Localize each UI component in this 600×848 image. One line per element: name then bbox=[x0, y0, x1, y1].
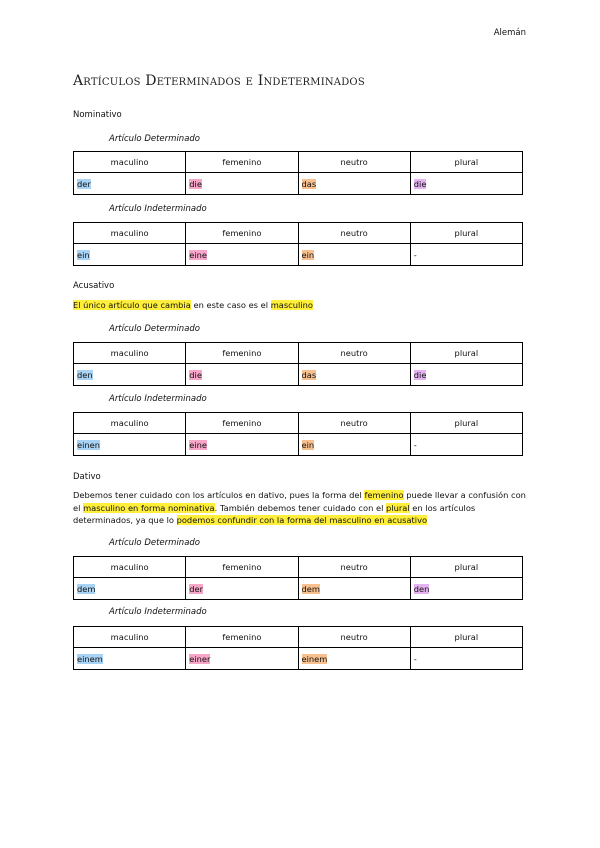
highlight: podemos confundir con la forma del masculino en acusativo bbox=[176, 515, 428, 525]
article-neuter: ein bbox=[301, 249, 315, 260]
column-header: maculino bbox=[74, 223, 186, 244]
table-cell bbox=[298, 648, 410, 670]
column-header: maculino bbox=[74, 343, 186, 364]
article-plural: - bbox=[413, 439, 417, 450]
note-text: puede llevar a confusión con el bbox=[73, 490, 526, 513]
column-header: neutro bbox=[298, 627, 410, 648]
table-header-row bbox=[74, 413, 523, 434]
table-cell bbox=[410, 648, 522, 670]
subtitle-acusativo-determinado: Artículo Determinado bbox=[109, 324, 200, 334]
table-cell bbox=[74, 244, 186, 266]
table-cell bbox=[186, 173, 298, 195]
article-feminine: eine bbox=[189, 249, 208, 260]
article-plural: - bbox=[413, 653, 417, 664]
article-masculine: einen bbox=[77, 439, 101, 450]
section-label-nominativo: Nominativo bbox=[73, 110, 122, 120]
subtitle-acusativo-indeterminado: Artículo Indeterminado bbox=[109, 394, 207, 404]
note-text: en los artículos determinados, ya que lo bbox=[73, 502, 476, 525]
article-plural: die bbox=[413, 369, 427, 380]
table-header-row bbox=[74, 557, 523, 578]
article-masculine: einem bbox=[77, 653, 103, 664]
table-cell bbox=[410, 434, 522, 456]
table-cell bbox=[186, 578, 298, 600]
column-header: neutro bbox=[298, 413, 410, 434]
subtitle-nominativo-indeterminado: Artículo Indeterminado bbox=[109, 204, 207, 214]
table-cell bbox=[298, 244, 410, 266]
table-cell bbox=[186, 244, 298, 266]
highlight: El único artículo que cambia bbox=[73, 300, 191, 310]
article-plural: die bbox=[413, 178, 427, 189]
article-feminine: der bbox=[189, 583, 204, 594]
acusativo-note bbox=[73, 299, 527, 312]
article-feminine: die bbox=[189, 178, 202, 189]
table-cell bbox=[74, 648, 186, 670]
table-nominativo-indeterminado bbox=[73, 222, 523, 266]
table-cell bbox=[74, 173, 186, 195]
article-feminine: eine bbox=[189, 439, 208, 450]
table-cell bbox=[74, 434, 186, 456]
column-header: plural bbox=[410, 627, 522, 648]
table-cell bbox=[186, 364, 298, 386]
article-masculine: den bbox=[77, 369, 93, 380]
column-header: femenino bbox=[186, 223, 298, 244]
article-feminine: die bbox=[189, 369, 202, 380]
table-nominativo-determinado bbox=[73, 151, 523, 195]
table-cell bbox=[74, 364, 186, 386]
table-row bbox=[74, 244, 523, 266]
table-acusativo-indeterminado bbox=[73, 412, 523, 456]
table-header-row bbox=[74, 627, 523, 648]
table-header-row bbox=[74, 343, 523, 364]
article-neuter: dem bbox=[301, 583, 320, 594]
article-neuter: einem bbox=[301, 653, 328, 664]
table-row bbox=[74, 173, 523, 195]
note-text: en este caso es el bbox=[190, 300, 271, 310]
header-label: Alemán bbox=[493, 28, 526, 38]
column-header: plural bbox=[410, 343, 522, 364]
table-header-row bbox=[74, 223, 523, 244]
table-cell bbox=[410, 173, 522, 195]
highlight: femenino bbox=[364, 490, 404, 500]
column-header: plural bbox=[410, 152, 522, 173]
table-cell bbox=[298, 434, 410, 456]
note-text: . También debemos tener cuidado con el bbox=[214, 502, 387, 513]
table-dativo-determinado bbox=[73, 556, 523, 600]
column-header: femenino bbox=[186, 343, 298, 364]
table-cell bbox=[186, 648, 298, 670]
table-row bbox=[74, 434, 523, 456]
page-title: Artículos Determinados e Indeterminados bbox=[73, 73, 365, 89]
table-cell bbox=[298, 364, 410, 386]
dativo-note bbox=[73, 489, 527, 527]
column-header: maculino bbox=[74, 413, 186, 434]
column-header: maculino bbox=[74, 152, 186, 173]
article-neuter: das bbox=[301, 178, 317, 189]
section-label-acusativo: Acusativo bbox=[73, 281, 115, 291]
article-masculine: ein bbox=[77, 249, 90, 260]
article-neuter: ein bbox=[301, 439, 315, 450]
column-header: plural bbox=[410, 223, 522, 244]
column-header: plural bbox=[410, 413, 522, 434]
column-header: neutro bbox=[298, 223, 410, 244]
column-header: neutro bbox=[298, 343, 410, 364]
column-header: maculino bbox=[74, 557, 186, 578]
table-cell bbox=[298, 578, 410, 600]
section-label-dativo: Dativo bbox=[73, 472, 101, 482]
article-plural: - bbox=[413, 249, 417, 260]
column-header: femenino bbox=[186, 627, 298, 648]
table-acusativo-determinado bbox=[73, 342, 523, 386]
table-cell bbox=[410, 578, 522, 600]
article-neuter: das bbox=[301, 369, 317, 380]
article-masculine: der bbox=[77, 178, 91, 189]
column-header: plural bbox=[410, 557, 522, 578]
subtitle-dativo-determinado: Artículo Determinado bbox=[109, 538, 200, 548]
subtitle-nominativo-determinado: Artículo Determinado bbox=[109, 134, 200, 144]
column-header: femenino bbox=[186, 152, 298, 173]
highlight: masculino en forma nominativa bbox=[83, 502, 215, 513]
note-text: Debemos tener cuidado con los artículos en dativo, pues la forma del bbox=[73, 490, 365, 500]
column-header: femenino bbox=[186, 557, 298, 578]
subtitle-dativo-indeterminado: Artículo Indeterminado bbox=[109, 607, 207, 617]
table-row bbox=[74, 648, 523, 670]
column-header: maculino bbox=[74, 627, 186, 648]
table-row bbox=[74, 364, 523, 386]
article-masculine: dem bbox=[77, 583, 96, 594]
article-feminine: einer bbox=[189, 653, 211, 664]
highlight: plural bbox=[386, 502, 410, 513]
article-plural: den bbox=[413, 583, 430, 594]
column-header: femenino bbox=[186, 413, 298, 434]
column-header: neutro bbox=[298, 152, 410, 173]
table-cell bbox=[410, 244, 522, 266]
table-header-row bbox=[74, 152, 523, 173]
highlight: masculino bbox=[270, 300, 313, 310]
table-cell bbox=[186, 434, 298, 456]
table-cell bbox=[410, 364, 522, 386]
column-header: neutro bbox=[298, 557, 410, 578]
table-dativo-indeterminado bbox=[73, 626, 523, 670]
table-cell bbox=[74, 578, 186, 600]
table-cell bbox=[298, 173, 410, 195]
table-row bbox=[74, 578, 523, 600]
